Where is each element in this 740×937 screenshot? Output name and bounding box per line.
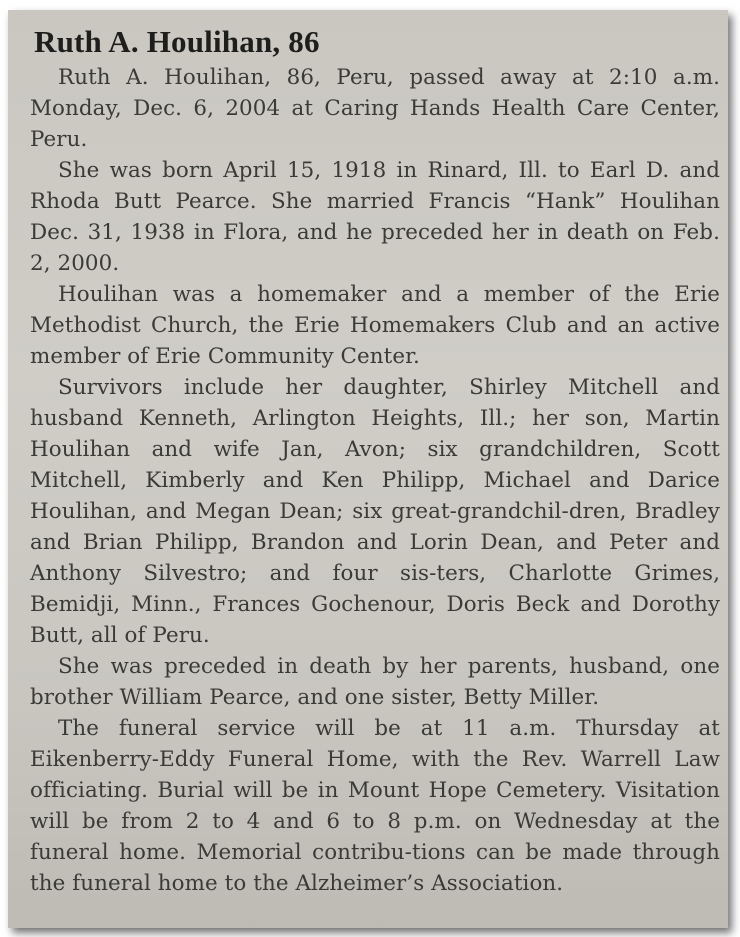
obituary-paragraph-preceded: She was preceded in death by her parents, husband, one brother William Pearce, and one sister, Betty Miller. xyxy=(30,654,720,710)
obituary-paragraph-birth-marriage: She was born April 15, 1918 in Rinard, Ill. to Earl D. and Rhoda Butt Pearce. She married Francis “Hank” Houlihan Dec. 31, 1938 in Flora, and he preceded her in death on Feb. 2, 2000. xyxy=(30,158,720,276)
obituary-paragraph-survivors: Survivors include her daughter, Shirley Mitchell and husband Kenneth, Arlington Heights, Ill.; her son, Martin Houlihan and wife Jan, Avon; six grandchildren, Scott Mitchell, Kimberly and Ken Philipp, Michael and Darice Houlihan, and Megan Dean; six great-grandchil-dren, Bradley and Brian Philipp, Brandon and Lorin Dean, and Peter and Anthony Silvestro; and four sis-ters, Charlotte Grimes, Bemidji, Minn., Frances Gochenour, Doris Beck and Dorothy Butt, all of Peru. xyxy=(30,375,720,648)
obituary-paragraph-services: The funeral service will be at 11 a.m. Thursday at Eikenberry-Eddy Funeral Home, with the Rev. Warrell Law officiating. Burial will be in Mount Hope Cemetery. Visitation will be from 2 to 4 and 6 to 8 p.m. on Wednesday at the funeral home. Memorial contribu-tions can be made through the funeral home to the Alzheimer’s Association. xyxy=(30,716,720,896)
obituary-headline: Ruth A. Houlihan, 86 xyxy=(34,24,320,59)
obituary-paragraph-death: Ruth A. Houlihan, 86, Peru, passed away at 2:10 a.m. Monday, Dec. 6, 2004 at Caring Hands Health Care Center, Peru. xyxy=(30,65,720,152)
newspaper-clipping xyxy=(30,24,720,899)
photo-frame xyxy=(8,10,728,928)
obituary-paragraph-memberships: Houlihan was a homemaker and a member of the Erie Methodist Church, the Erie Homemakers Club and an active member of Erie Community Center. xyxy=(30,282,720,369)
